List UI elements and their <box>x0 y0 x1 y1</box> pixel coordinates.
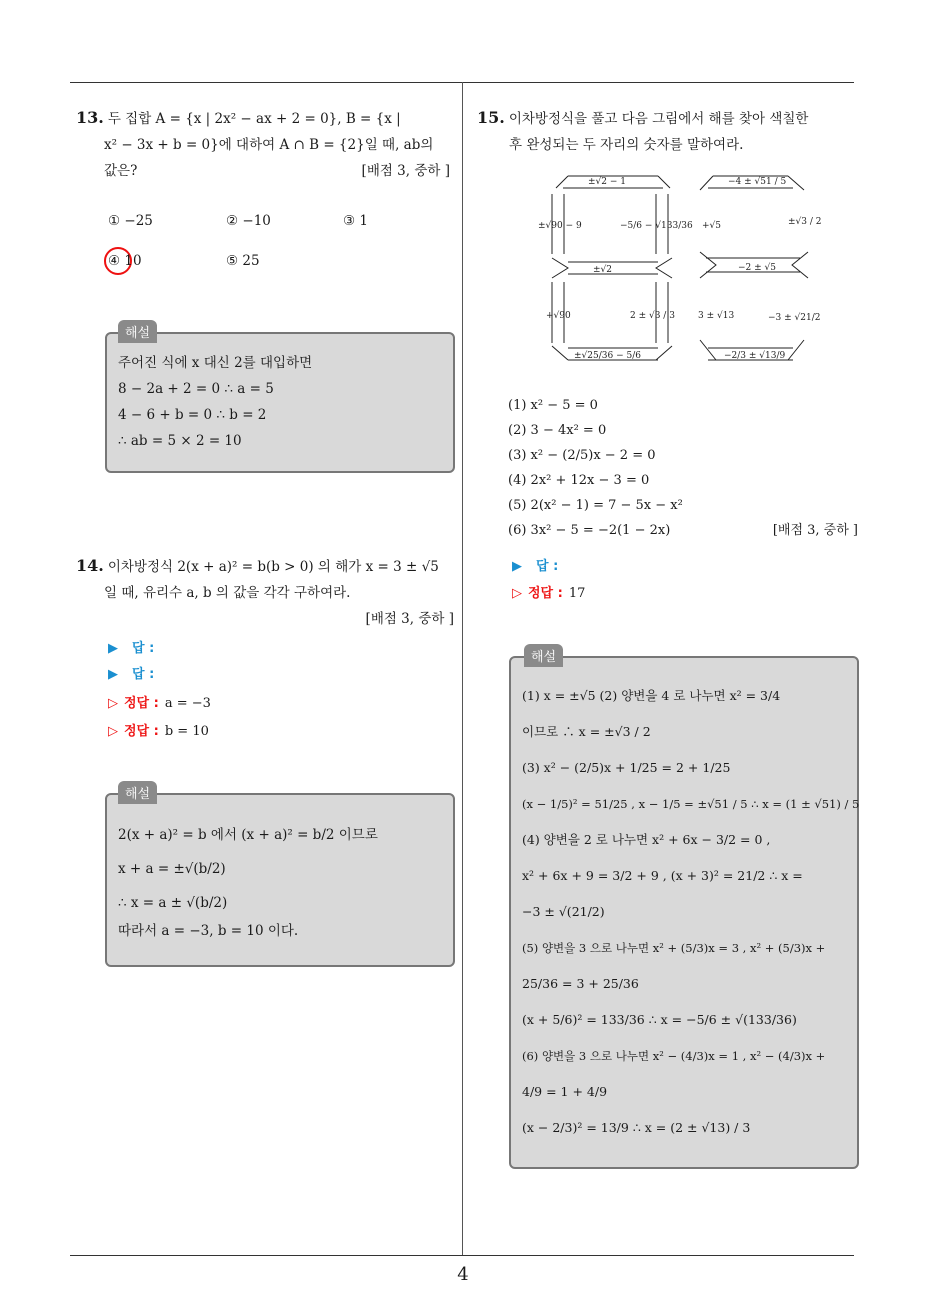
puzzle-right-label: −2/3 ± √13/9 <box>724 351 786 361</box>
solution-tab-14: 해설 <box>118 781 157 804</box>
page-number: 4 <box>457 1264 469 1285</box>
question-meta: [배점 3, 중하 ] <box>361 163 450 179</box>
puzzle-left-label: 2 ± √3 / 3 <box>630 311 675 321</box>
correct-label: 정답 : <box>124 724 159 739</box>
equation-item: (5) 2(x² − 1) = 7 − 5x − x² <box>508 498 683 513</box>
puzzle-right-label: −2 ± √5 <box>738 263 776 273</box>
puzzle-left-label: −5/6 − √133/36 <box>620 221 693 231</box>
solution-line: 2(x + a)² = b 에서 (x + a)² = b/2 이므로 <box>118 827 378 843</box>
triangle-icon: ▶ <box>512 559 522 574</box>
question-number: 14. <box>76 556 104 575</box>
puzzle-left-label: ±√2 <box>593 265 613 275</box>
triangle-icon: ▶ <box>108 641 118 656</box>
question-text-line1: 이차방정식을 풀고 다음 그림에서 해를 찾아 색칠한 <box>508 111 809 127</box>
choice-3[interactable]: ③ 1 <box>343 213 368 229</box>
answer-row-15 <box>512 555 558 574</box>
correct-value: a = −3 <box>164 696 211 711</box>
solution-line: −3 ± √(21/2) <box>522 904 605 919</box>
equation-item: (6) 3x² − 5 = −2(1 − 2x) <box>508 523 671 538</box>
bottom-rule <box>70 1255 854 1256</box>
puzzle-left-label: ±√90 − 9 <box>538 221 582 231</box>
solution-line: (6) 양변을 3 으로 나누면 x² − (4/3)x = 1 , x² − (4/3)x + <box>522 1049 826 1063</box>
solution-line: (x − 1/5)² = 51/25 , x − 1/5 = ±√51 / 5 ∴ x = (1 ± √51) / 5 <box>522 797 860 811</box>
correct-value: b = 10 <box>164 724 209 739</box>
solution-line: (4) 양변을 2 로 나누면 x² + 6x − 3/2 = 0 , <box>522 832 771 847</box>
solution-tab-13: 해설 <box>118 320 157 343</box>
solution-text-14 <box>118 818 378 942</box>
question-text-line1: 두 집합 A = {x | 2x² − ax + 2 = 0}, B = {x | <box>107 111 401 127</box>
correct-answer-15 <box>512 582 585 601</box>
solution-line: (x − 2/3)² = 13/9 ∴ x = (2 ± √13) / 3 <box>522 1120 751 1135</box>
question-14 <box>76 553 454 632</box>
answer-row-2 <box>108 663 154 682</box>
question-meta: [배점 3, 중하 ] <box>365 611 454 627</box>
answer-label: 답 : <box>132 667 155 682</box>
solution-line: 4 − 6 + b = 0 ∴ b = 2 <box>118 407 267 423</box>
solution-line: 25/36 = 3 + 25/36 <box>522 976 639 991</box>
correct-answer-2 <box>108 720 209 739</box>
question-number: 15. <box>477 108 505 127</box>
solution-line: (5) 양변을 3 으로 나누면 x² + (5/3)x = 3 , x² + (5/3)x + <box>522 941 826 955</box>
question-text-line2: 후 완성되는 두 자리의 숫자를 말하여라. <box>509 137 744 153</box>
digit-puzzle-figure <box>538 168 828 368</box>
solution-line: x² + 6x + 9 = 3/2 + 9 , (x + 3)² = 21/2 ∴ x = <box>522 868 803 883</box>
solution-tab-15: 해설 <box>524 644 563 667</box>
question-meta: [배점 3, 중하 ] <box>772 523 858 538</box>
solution-line: (x + 5/6)² = 133/36 ∴ x = −5/6 ± √(133/36) <box>522 1012 797 1027</box>
answer-label: 답 : <box>132 641 155 656</box>
solution-line: 4/9 = 1 + 4/9 <box>522 1084 608 1099</box>
question-text-line2: 일 때, 유리수 a, b 의 값을 각각 구하여라. <box>104 585 351 601</box>
choice-1[interactable]: ① −25 <box>108 213 153 229</box>
puzzle-right-label: −4 ± √51 / 5 <box>728 177 787 187</box>
choice-2[interactable]: ② −10 <box>226 213 271 229</box>
correct-label: 정답 : <box>528 586 563 601</box>
question-13 <box>76 105 454 184</box>
column-divider <box>462 82 463 1255</box>
solution-line: 8 − 2a + 2 = 0 ∴ a = 5 <box>118 381 274 397</box>
solution-line: ∴ x = a ± √(b/2) <box>118 895 228 911</box>
question-number: 13. <box>76 108 104 127</box>
question-text-line2: x² − 3x + b = 0}에 대하여 A ∩ B = {2}일 때, ab의 <box>104 137 434 153</box>
puzzle-left-label: ±√2 − 1 <box>588 177 626 187</box>
question-text-line3: 값은? <box>104 163 138 179</box>
choice-5[interactable]: ⑤ 25 <box>226 253 260 269</box>
answer-row-1 <box>108 637 154 656</box>
triangle-icon: ▶ <box>108 667 118 682</box>
equation-item: (2) 3 − 4x² = 0 <box>508 423 607 438</box>
answer-label: 답 : <box>536 559 559 574</box>
solution-line: (1) x = ±√5 (2) 양변을 4 로 나누면 x² = 3/4 <box>522 688 781 703</box>
solution-line: 따라서 a = −3, b = 10 이다. <box>118 923 299 939</box>
correct-value: 17 <box>568 586 586 601</box>
question-text-line1: 이차방정식 2(x + a)² = b(b > 0) 의 해가 x = 3 ± √5 <box>107 559 439 575</box>
equation-item: (3) x² − (2/5)x − 2 = 0 <box>508 448 656 463</box>
puzzle-left-label: ±√25/36 − 5/6 <box>574 351 641 361</box>
correct-answer-1 <box>108 692 211 711</box>
solution-line: ∴ ab = 5 × 2 = 10 <box>118 433 242 449</box>
equation-item: (1) x² − 5 = 0 <box>508 398 598 413</box>
triangle-outline-icon: ▷ <box>108 696 118 711</box>
puzzle-right-label: −3 ± √21/2 <box>768 313 821 323</box>
question-15 <box>477 105 859 158</box>
solution-text-15 <box>522 678 859 1146</box>
equation-list <box>508 393 858 543</box>
triangle-outline-icon: ▷ <box>108 724 118 739</box>
solution-line: 주어진 식에 x 대신 2를 대입하면 <box>118 355 313 371</box>
correct-label: 정답 : <box>124 696 159 711</box>
solution-line: 이므로 ∴ x = ±√3 / 2 <box>522 724 651 739</box>
solution-line: x + a = ±√(b/2) <box>118 861 226 877</box>
choice-4[interactable]: ④ 10 <box>108 253 142 269</box>
equation-item: (4) 2x² + 12x − 3 = 0 <box>508 473 650 488</box>
puzzle-left-label: +√90 <box>546 311 571 321</box>
puzzle-right-label: ±√3 / 2 <box>788 217 822 227</box>
puzzle-right-label: +√5 <box>702 221 722 231</box>
solution-text-13 <box>118 350 312 454</box>
puzzle-right-label: 3 ± √13 <box>698 311 735 321</box>
triangle-outline-icon: ▷ <box>512 586 522 601</box>
solution-line: (3) x² − (2/5)x + 1/25 = 2 + 1/25 <box>522 760 731 775</box>
